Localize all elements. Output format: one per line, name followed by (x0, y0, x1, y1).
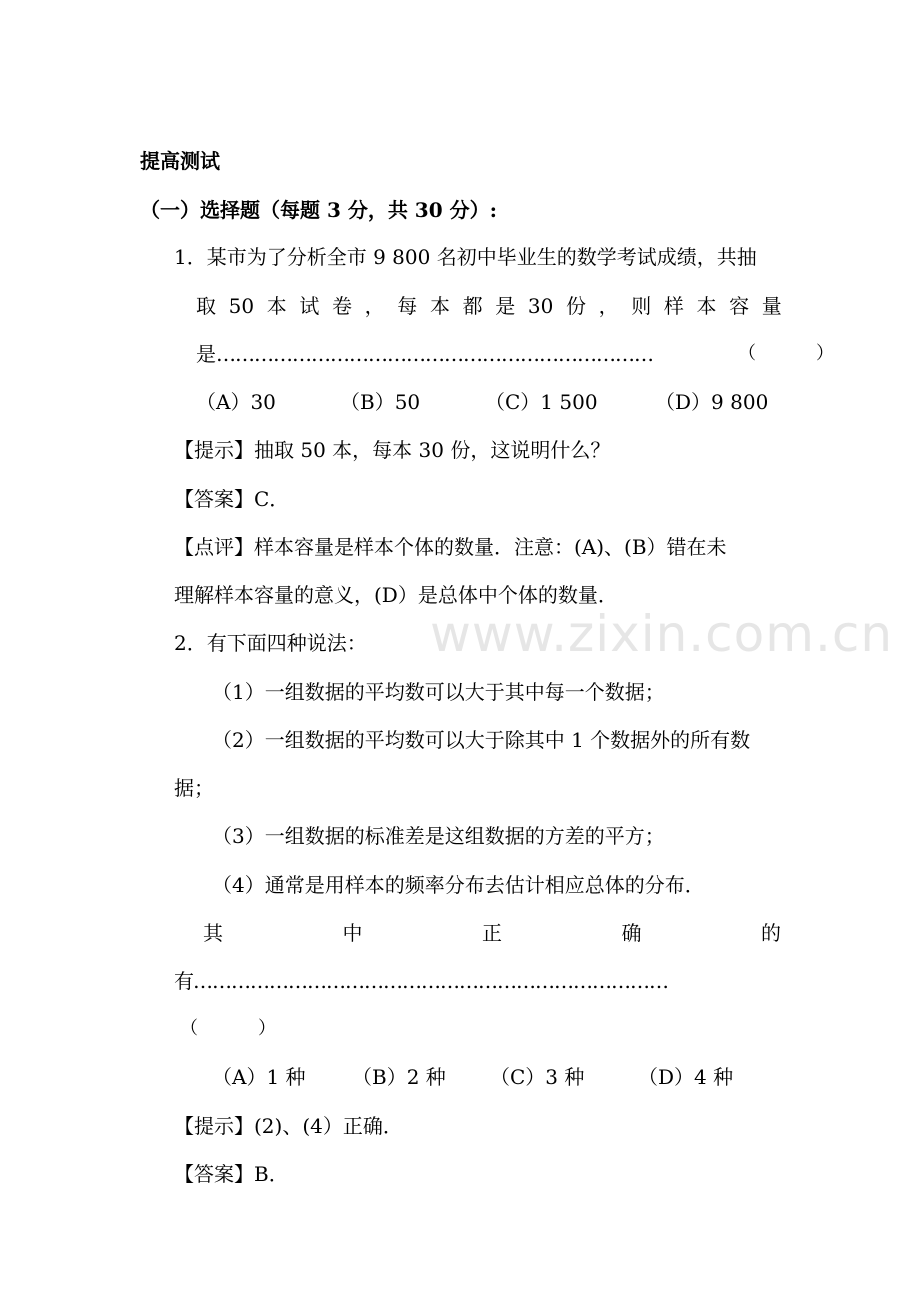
q1-option-a: （A）30 (196, 390, 276, 414)
word: 试 (299, 294, 320, 318)
word: 则 (631, 294, 652, 318)
q1-comment-line2: 理解样本容量的意义，(D）是总体中个体的数量． (174, 583, 618, 607)
page-title: 提高测试 (140, 149, 220, 173)
word: 中 (342, 921, 363, 945)
word: 份 (565, 294, 586, 318)
q1-comment-label: 【点评】 (174, 535, 254, 559)
q2-option-a: （A）1 种 (212, 1065, 306, 1089)
q1-comment-line1: 样本容量是样本个体的数量．注意：(A)、(B）错在未 (254, 535, 727, 559)
q2-option-b: （B）2 种 (352, 1065, 446, 1089)
q1-hint-label: 【提示】 (174, 438, 254, 462)
word: 本 (696, 294, 717, 318)
q1-line1: 1．某市为了分析全市 9 800 名初中毕业生的数学考试成绩，共抽 (174, 245, 757, 269)
q2-statement-3: （3）一组数据的标准差是这组数据的方差的平方； (212, 824, 665, 848)
q2-answer (174, 1161, 289, 1187)
q1-answer (174, 486, 289, 512)
q1-line3 (196, 341, 653, 367)
word: 样 (663, 294, 684, 318)
q2-stem (203, 920, 781, 946)
q1-hint-text: 抽取 50 本，每本 30 份，这说明什么？ (254, 438, 611, 462)
word: 30 (527, 294, 554, 318)
q1-comment (174, 534, 727, 560)
word: 容 (729, 294, 750, 318)
word: 都 (462, 294, 483, 318)
q1-line2 (196, 293, 782, 319)
word: 取 (196, 294, 216, 318)
word: 的 (761, 921, 781, 945)
q2-hint-label: 【提示】 (174, 1114, 254, 1138)
q2-answer-paren: （ ） (180, 1018, 284, 1039)
word: 本 (266, 294, 287, 318)
word: 本 (429, 294, 450, 318)
q2-statement-2: （2）一组数据的平均数可以大于除其中 1 个数据外的所有数 (212, 728, 751, 752)
q2-statement-1: （1）一组数据的平均数可以大于其中每一个数据； (212, 680, 665, 704)
q2-hint (174, 1113, 403, 1139)
word: 每 (397, 294, 418, 318)
q1-option-b: （B）50 (340, 390, 421, 414)
q1-hint (174, 437, 610, 463)
word: 正 (482, 921, 502, 945)
q2-option-d: （D）4 种 (638, 1065, 734, 1089)
word: 卷 (332, 294, 353, 318)
word: ， (364, 294, 385, 318)
q2-statement-4: （4）通常是用样本的频率分布去估计相应总体的分布． (212, 873, 705, 897)
q1-answer-label: 【答案】 (174, 487, 254, 511)
word: 其 (203, 921, 223, 945)
section-heading: （一）选择题（每题 3 分，共 30 分）: (140, 198, 497, 222)
word: 是 (495, 294, 516, 318)
q1-option-c: （C）1 500 (485, 390, 598, 414)
q2-stem-dots: 有………………………………………………………………… (174, 969, 668, 993)
watermark: www.zixin.com.cn (430, 605, 894, 663)
word: 量 (761, 294, 782, 318)
word: 50 (228, 294, 255, 318)
q2-answer-label: 【答案】 (174, 1162, 254, 1186)
q1-line3-start: 是 (196, 342, 216, 366)
q2-intro: 2．有下面四种说法： (174, 631, 367, 655)
q2-statement-2-cont: 据； (174, 776, 214, 800)
q1-answer-text: C． (254, 487, 290, 511)
q1-option-d: （D）9 800 (655, 390, 769, 414)
q2-option-c: （C）3 种 (490, 1065, 585, 1089)
word: 确 (621, 921, 642, 945)
q2-hint-text: (2)、(4）正确． (254, 1114, 403, 1138)
q1-answer-paren: （ ） (738, 343, 842, 364)
q2-answer-text: B． (254, 1162, 289, 1186)
word: ， (598, 294, 619, 318)
q1-leader-dots: …………………………………………………………… (216, 342, 653, 366)
